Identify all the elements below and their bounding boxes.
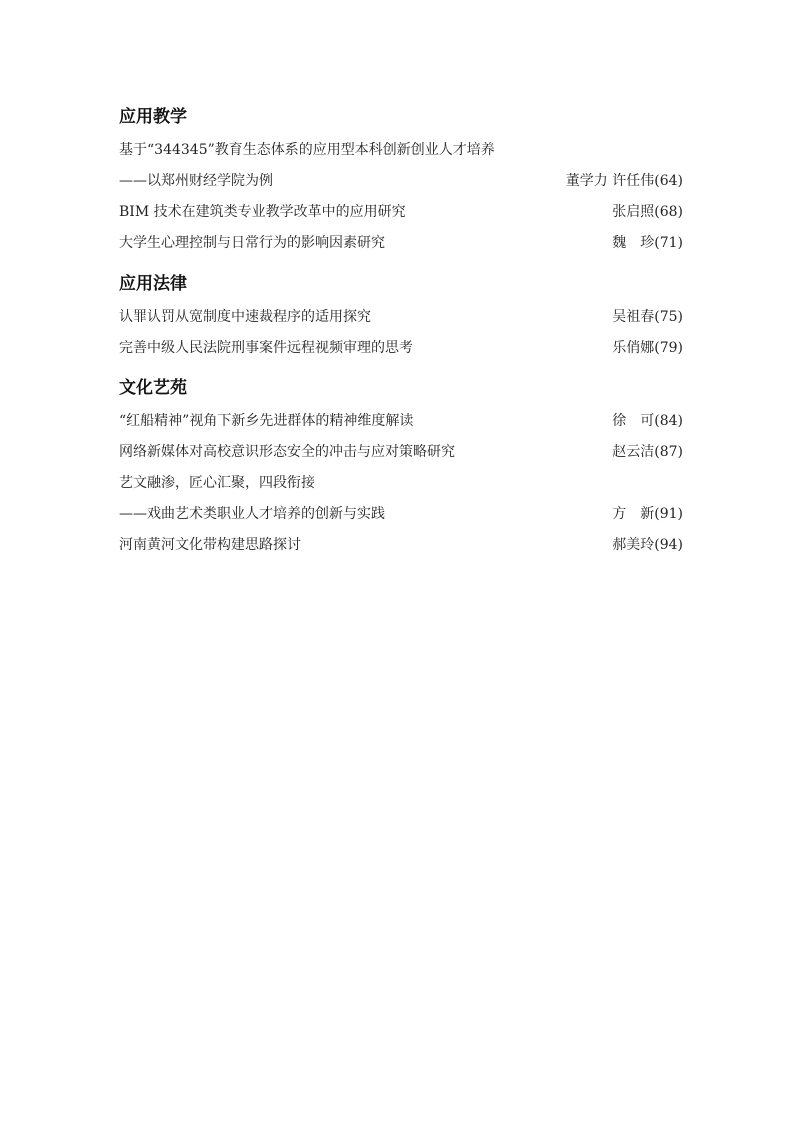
entry-title: 河南黄河文化带构建思路探讨 — [119, 537, 301, 553]
section-heading: 应用法律 — [119, 274, 187, 294]
toc-section-applied-law — [119, 273, 683, 357]
entry-title: 网络新媒体对高校意识形态安全的冲击与应对策略研究 — [119, 444, 455, 460]
toc-entry — [119, 339, 683, 357]
entry-title: BIM 技术在建筑类专业教学改革中的应用研究 — [119, 204, 406, 220]
toc-entry — [119, 172, 683, 190]
entry-author-page: 魏 珍(71) — [612, 235, 683, 251]
section-heading: 文化艺苑 — [119, 378, 187, 398]
toc-section-applied-teaching — [119, 106, 683, 252]
entry-title: 认罪认罚从宽制度中速裁程序的适用探究 — [119, 309, 371, 325]
entry-author-page: 吴祖春(75) — [612, 309, 683, 325]
entry-author-page: 董学力 许任伟(64) — [565, 173, 683, 189]
entry-title: 完善中级人民法院刑事案件远程视频审理的思考 — [119, 340, 413, 356]
toc-entry — [119, 536, 683, 554]
entry-title: ——戏曲艺术类职业人才培养的创新与实践 — [119, 506, 385, 522]
toc-section-culture-arts — [119, 377, 683, 554]
toc-entry — [119, 308, 683, 326]
section-heading: 应用教学 — [119, 107, 187, 127]
entry-title: 大学生心理控制与日常行为的影响因素研究 — [119, 235, 385, 251]
entry-title: 艺文融渗，匠心汇聚，四段衔接 — [119, 475, 315, 491]
toc-entry — [119, 141, 683, 159]
toc-entry — [119, 505, 683, 523]
entry-author-page: 赵云洁(87) — [612, 444, 683, 460]
toc-entry — [119, 203, 683, 221]
entry-title: 基于“344345”教育生态体系的应用型本科创新创业人才培养 — [119, 142, 495, 158]
toc-entry — [119, 412, 683, 430]
toc-entry — [119, 234, 683, 252]
toc-entry — [119, 474, 683, 492]
entry-title: ——以郑州财经学院为例 — [119, 173, 273, 189]
entry-author-page: 张启照(68) — [612, 204, 683, 220]
entry-author-page: 郝美玲(94) — [612, 537, 683, 553]
entry-author-page: 徐 可(84) — [612, 413, 683, 429]
entry-title: “红船精神”视角下新乡先进群体的精神维度解读 — [119, 413, 414, 429]
toc-entry — [119, 443, 683, 461]
entry-author-page: 乐俏娜(79) — [612, 340, 683, 356]
entry-author-page: 方 新(91) — [612, 506, 683, 522]
